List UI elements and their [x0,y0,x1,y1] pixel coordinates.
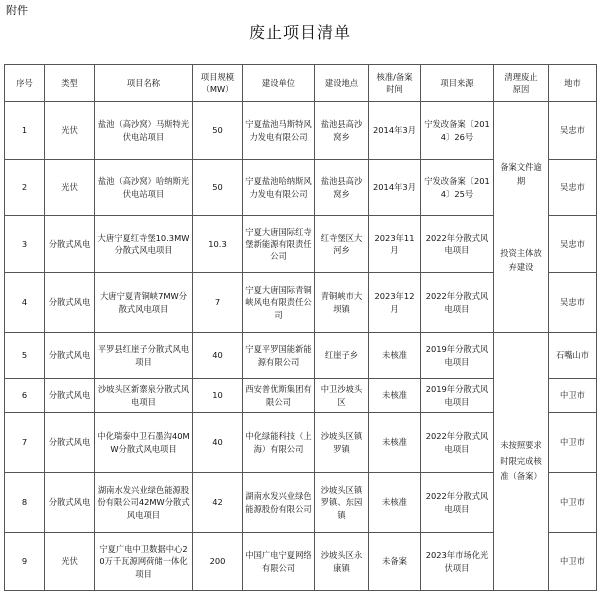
cell-builder: 中国广电宁夏网络有限公司 [243,533,315,591]
cell-builder: 宁夏盐池哈纳斯风力发电有限公司 [243,160,315,216]
cell-type: 光伏 [45,160,95,216]
cell-time: 未核准 [369,333,421,379]
header-cell: 类型 [45,65,95,102]
cell-reason-group-1 [494,102,549,333]
reason-text: 备案文件逾期 [500,161,542,186]
cell-no: 1 [5,102,45,160]
cell-source: 2023年市场化光伏项目 [421,533,494,591]
cell-scale: 200 [193,533,243,591]
cell-location: 沙坡头区镇罗镇、东园镇 [315,473,369,533]
cell-builder: 宁夏盐池马斯特风力发电有限公司 [243,102,315,160]
cell-no: 2 [5,160,45,216]
cell-location: 青铜峡市大坝镇 [315,273,369,333]
cell-builder: 宁夏大唐国际青铜峡风电有限责任公司 [243,273,315,333]
cell-city: 中卫市 [549,379,597,413]
page-title: 废止项目清单 [248,23,351,42]
cell-city: 吴忠市 [549,160,597,216]
cell-location: 中卫沙坡头区 [315,379,369,413]
cell-source: 2019年分散式风电项目 [421,379,494,413]
cell-city: 中卫市 [549,533,597,591]
table-row [5,333,597,379]
cell-scale: 50 [193,160,243,216]
cell-name: 中化瑞泰中卫石墨沟40MW分散式风电项目 [95,413,193,473]
cell-scale: 40 [193,333,243,379]
cell-no: 8 [5,473,45,533]
table-row [5,102,597,160]
cell-location: 沙坡头区永康镇 [315,533,369,591]
cell-no: 5 [5,333,45,379]
cell-source: 2019年分散式风电项目 [421,333,494,379]
cell-name: 宁夏广电中卫数据中心20万千瓦源网荷储一体化项目 [95,533,193,591]
cell-source: 宁发改备案〔2014〕26号 [421,102,494,160]
cell-location: 红寺堡区大河乡 [315,216,369,273]
cell-name: 大唐宁夏红寺堡10.3MW分散式风电项目 [95,216,193,273]
cell-city: 吴忠市 [549,216,597,273]
cell-time: 2023年11月 [369,216,421,273]
cell-time: 2014年3月 [369,102,421,160]
cell-type: 分散式风电 [45,333,95,379]
cell-location: 盐池县高沙窝乡 [315,102,369,160]
cell-type: 分散式风电 [45,473,95,533]
cell-type: 分散式风电 [45,216,95,273]
cell-name: 平罗县红崖子分散式风电项目 [95,333,193,379]
cell-builder: 宁夏平罗国能新能源有限公司 [243,333,315,379]
header-cell: 建设单位 [243,65,315,102]
cell-builder: 宁夏大唐国际红寺堡新能源有限责任公司 [243,216,315,273]
cell-time: 未核准 [369,413,421,473]
cell-no: 6 [5,379,45,413]
cell-scale: 10.3 [193,216,243,273]
cell-time: 未核准 [369,379,421,413]
cell-city: 吴忠市 [549,102,597,160]
header-cell: 项目规模 （MW） [193,65,243,102]
header-cell: 地市 [549,65,597,102]
cell-type: 分散式风电 [45,379,95,413]
cell-type: 分散式风电 [45,413,95,473]
cell-type: 光伏 [45,533,95,591]
cell-no: 3 [5,216,45,273]
cell-no: 9 [5,533,45,591]
cell-source: 2022年分散式风电项目 [421,273,494,333]
cell-type: 光伏 [45,102,95,160]
attachment-label: 附件 [6,4,28,17]
cell-location: 盐池县高沙窝乡 [315,160,369,216]
cell-city: 吴忠市 [549,273,597,333]
cell-type: 分散式风电 [45,273,95,333]
reason-text: 投资主体放弃建设 [500,248,542,273]
header-cell: 序号 [5,65,45,102]
cell-builder: 中化绿能科技（上海）有限公司 [243,413,315,473]
header-cell: 建设地点 [315,65,369,102]
header-row [5,65,597,102]
cell-city: 中卫市 [549,413,597,473]
cell-no: 4 [5,273,45,333]
cell-location: 沙坡头区镇罗镇 [315,413,369,473]
cell-name: 湖南水发兴业绿色能源股份有限公司42MW分散式风电项目 [95,473,193,533]
cell-scale: 7 [193,273,243,333]
cell-time: 未备案 [369,533,421,591]
cell-name: 盐池（高沙窝）马斯特光伏电站项目 [95,102,193,160]
header-cell: 清理废止 原因 [494,65,549,102]
cell-no: 7 [5,413,45,473]
cell-source: 2022年分散式风电项目 [421,473,494,533]
cell-time: 未核准 [369,473,421,533]
header-cell: 核准/备案 时间 [369,65,421,102]
cell-location: 红崖子乡 [315,333,369,379]
cell-scale: 50 [193,102,243,160]
cell-time: 2014年3月 [369,160,421,216]
cell-builder: 湖南水发兴业绿色能源股份有限公司 [243,473,315,533]
cell-reason-group-2: 未按照要求时限完成核准（备案） [494,333,549,591]
cell-source: 2022年分散式风电项目 [421,413,494,473]
cell-builder: 西安普优斯集团有限公司 [243,379,315,413]
cell-scale: 42 [193,473,243,533]
cell-source: 宁发改备案〔2014〕25号 [421,160,494,216]
cell-city: 石嘴山市 [549,333,597,379]
cell-scale: 10 [193,379,243,413]
cell-time: 2023年12月 [369,273,421,333]
header-cell: 项目来源 [421,65,494,102]
header-cell: 项目名称 [95,65,193,102]
cell-source: 2022年分散式风电项目 [421,216,494,273]
cell-scale: 40 [193,413,243,473]
cell-city: 中卫市 [549,473,597,533]
cell-name: 大唐宁夏青铜峡7MW分散式风电项目 [95,273,193,333]
abolished-projects-table [4,64,597,591]
cell-name: 沙坡头区新寨泉分散式风电项目 [95,379,193,413]
cell-name: 盐池（高沙窝）哈纳斯光伏电站项目 [95,160,193,216]
